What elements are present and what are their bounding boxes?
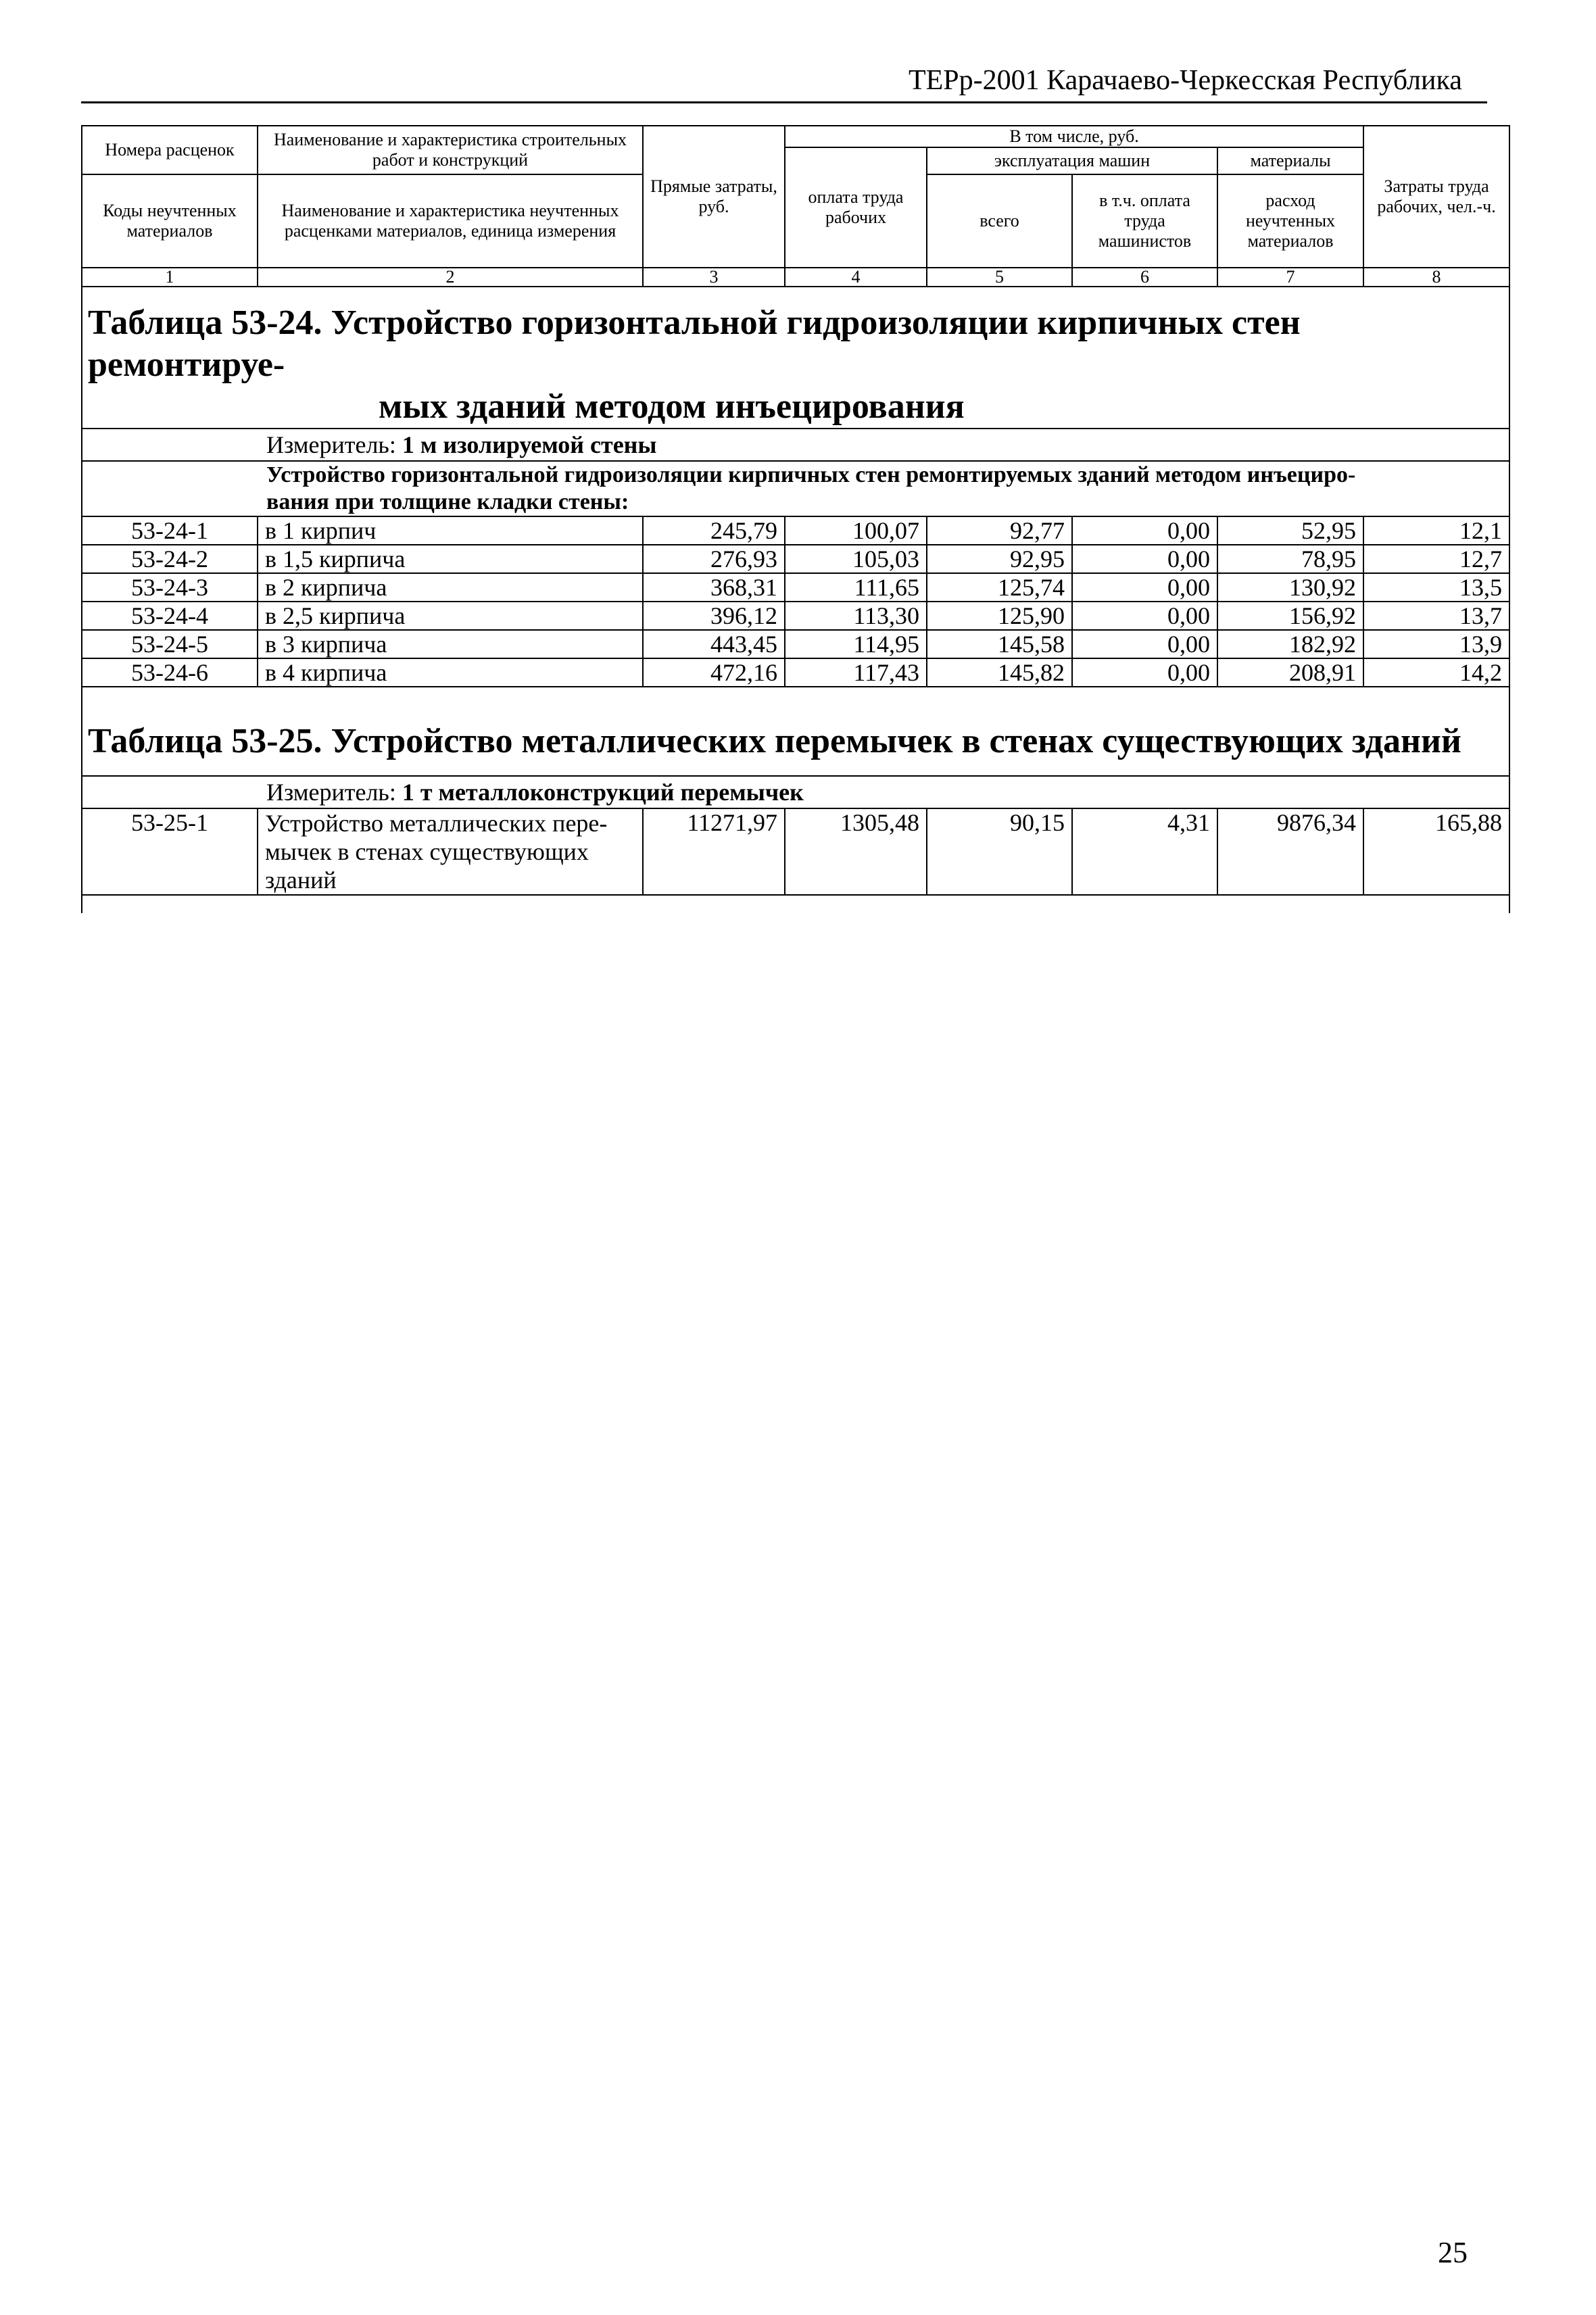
direct-costs: 472,16 [643,658,785,687]
rate-code: 53-24-1 [82,516,258,545]
measure-value: 1 м изолируемой стены [402,431,657,458]
table-row [82,573,1509,602]
table-row [82,808,1509,895]
column-numbers-row [82,268,1509,287]
machinists-pay: 0,00 [1072,602,1217,630]
page-number: 25 [1438,2236,1468,2269]
direct-costs: 368,31 [643,573,785,602]
col-header-name-bottom: Наименование и характеристика неучтенных расценками материалов, единица измерения [258,174,643,268]
machines-total: 92,77 [927,516,1072,545]
table-53-24-title [82,287,1509,429]
rate-code: 53-25-1 [82,808,258,895]
document-header-title: ТЕРр-2001 Карачаево-Черкесская Республика [909,65,1462,96]
materials-cost: 182,92 [1217,630,1363,658]
table-53-25-measure [82,776,1509,808]
direct-costs: 11271,97 [643,808,785,895]
labor-hours: 13,9 [1363,630,1509,658]
labor-hours: 13,5 [1363,573,1509,602]
machinists-pay: 0,00 [1072,516,1217,545]
labor-pay: 1305,48 [785,808,927,895]
table-53-25-title: Таблица 53-25. Устройство металлических перемычек в стенах существующих зданий [82,687,1509,776]
table-53-24-subtitle [82,461,1509,516]
table-row [82,545,1509,573]
col-header-code-bottom: Коды неучтенных материалов [82,174,258,268]
col-header-machinists-pay: в т.ч. оплата труда машинистов [1072,174,1217,268]
table-continuation [82,895,1509,913]
machines-total: 145,58 [927,630,1072,658]
rate-name-line: зданий [265,867,337,894]
col-header-code-top: Номера расценок [82,126,258,174]
table-row [82,658,1509,687]
column-number: 4 [785,268,927,287]
labor-hours: 12,7 [1363,545,1509,573]
table-row [82,516,1509,545]
labor-hours: 14,2 [1363,658,1509,687]
rate-name: в 1,5 кирпича [258,545,643,573]
labor-hours: 13,7 [1363,602,1509,630]
labor-pay: 111,65 [785,573,927,602]
machinists-pay: 4,31 [1072,808,1217,895]
header-rule [81,101,1487,103]
labor-hours: 12,1 [1363,516,1509,545]
col-header-name-top: Наименование и характеристика строительных работ и конструкций [258,126,643,174]
table-53-24-title-line2: мых зданий методом инъецирования [379,387,965,426]
rate-code: 53-24-4 [82,602,258,630]
rate-code: 53-24-2 [82,545,258,573]
col-header-labor-pay: оплата труда рабочих [785,147,927,268]
materials-cost: 130,92 [1217,573,1363,602]
rate-name-line: Устройство металлических пере- [265,810,608,837]
materials-cost: 208,91 [1217,658,1363,687]
machines-total: 125,74 [927,573,1072,602]
labor-pay: 100,07 [785,516,927,545]
labor-pay: 105,03 [785,545,927,573]
rate-name: в 4 кирпича [258,658,643,687]
direct-costs: 245,79 [643,516,785,545]
machines-total: 90,15 [927,808,1072,895]
direct-costs: 276,93 [643,545,785,573]
column-number: 2 [258,268,643,287]
col-header-machines-total: всего [927,174,1072,268]
machines-total: 145,82 [927,658,1072,687]
rate-name-line: мычек в стенах существующих [265,838,589,865]
table-53-24-title-line1: Таблица 53-24. Устройство горизонтальной гидроизоляции кирпичных стен ремонтируе- [88,303,1301,384]
labor-pay: 117,43 [785,658,927,687]
measure-value: 1 т металлоконструкций перемычек [402,779,804,806]
rate-code: 53-24-6 [82,658,258,687]
measure-label: Измеритель: [266,779,396,806]
column-number: 5 [927,268,1072,287]
subtitle-line1: Устройство горизонтальной гидроизоляции кирпичных стен ремонтируемых зданий методом инъециро- [266,462,1356,487]
measure-label: Измеритель: [266,431,396,458]
labor-pay: 113,30 [785,602,927,630]
column-number: 7 [1217,268,1363,287]
subtitle-line2: вания при толщине кладки стены: [266,489,629,514]
labor-pay: 114,95 [785,630,927,658]
column-number: 6 [1072,268,1217,287]
column-number: 8 [1363,268,1509,287]
column-number: 1 [82,268,258,287]
machinists-pay: 0,00 [1072,545,1217,573]
rate-name: в 2,5 кирпича [258,602,643,630]
col-header-including: В том числе, руб. [785,126,1363,147]
table-row [82,602,1509,630]
materials-cost: 52,95 [1217,516,1363,545]
rate-name: в 3 кирпича [258,630,643,658]
table-53-24-measure [82,429,1509,461]
labor-hours: 165,88 [1363,808,1509,895]
column-number: 3 [643,268,785,287]
col-header-materials: материалы [1217,147,1363,174]
rate-code: 53-24-5 [82,630,258,658]
rate-code: 53-24-3 [82,573,258,602]
machines-total: 92,95 [927,545,1072,573]
materials-cost: 9876,34 [1217,808,1363,895]
materials-cost: 156,92 [1217,602,1363,630]
col-header-materials-usage: расход неучтенных материалов [1217,174,1363,268]
machinists-pay: 0,00 [1072,573,1217,602]
rates-table [81,125,1510,913]
col-header-machines: эксплуатация машин [927,147,1217,174]
rate-name [258,808,643,895]
table-row [82,630,1509,658]
machinists-pay: 0,00 [1072,630,1217,658]
rate-name: в 2 кирпича [258,573,643,602]
machinists-pay: 0,00 [1072,658,1217,687]
rate-name: в 1 кирпич [258,516,643,545]
direct-costs: 396,12 [643,602,785,630]
direct-costs: 443,45 [643,630,785,658]
machines-total: 125,90 [927,602,1072,630]
materials-cost: 78,95 [1217,545,1363,573]
col-header-direct-costs: Прямые затраты, руб. [643,126,785,268]
col-header-labor-cost: Затраты труда рабочих, чел.-ч. [1363,126,1509,268]
